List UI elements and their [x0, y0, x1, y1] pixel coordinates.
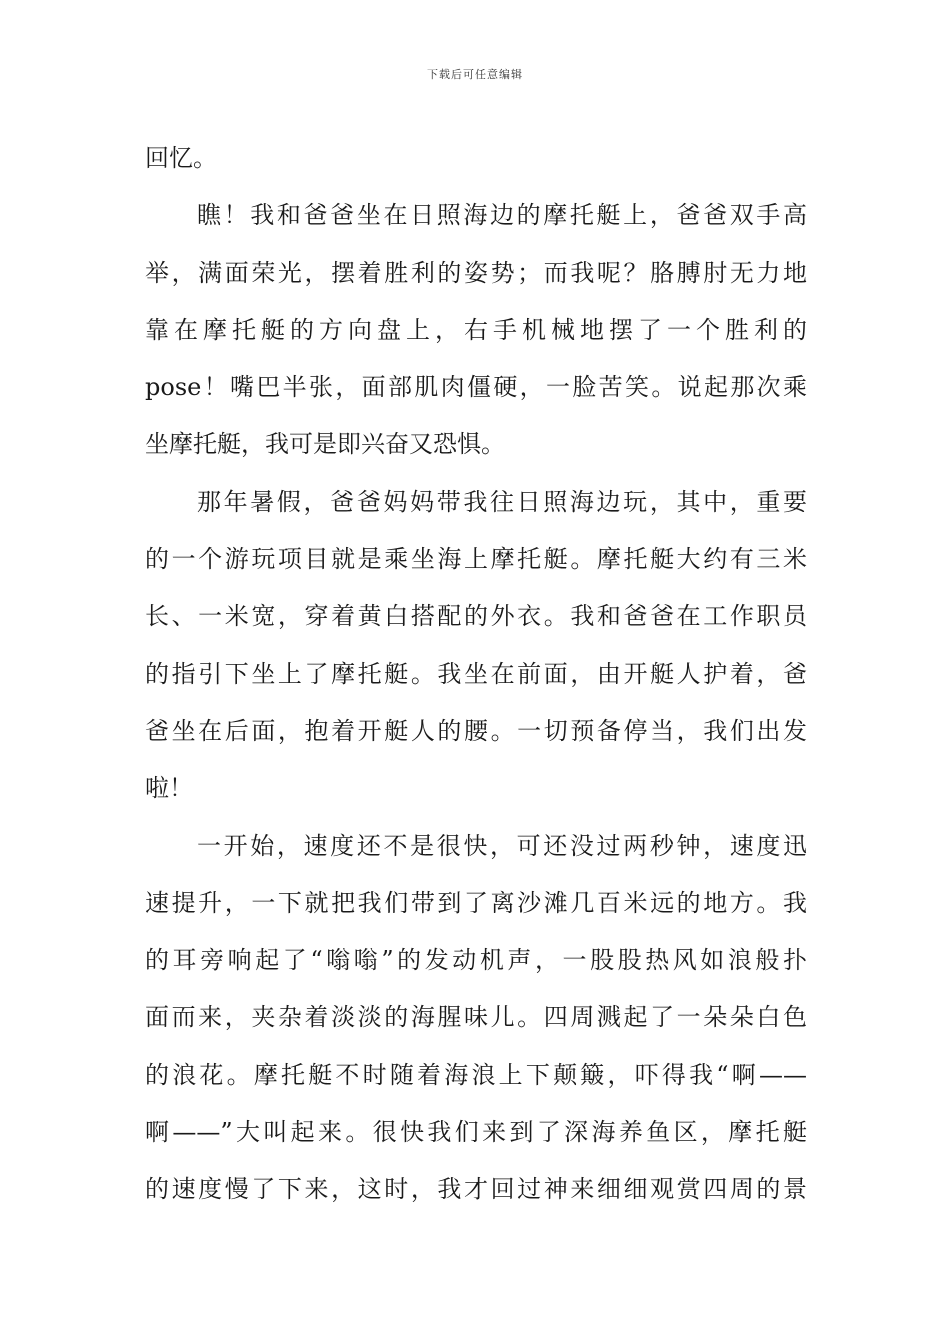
text-line: 举，满面荣光，摆着胜利的姿势；而我呢？胳膊肘无力地 [145, 258, 807, 287]
text-line: 爸坐在后面，抱着开艇人的腰。一切预备停当，我们出发 [145, 716, 807, 745]
text-line: 的耳旁响起了“嗡嗡”的发动机声，一股股热风如浪般扑 [145, 946, 807, 975]
text-line: 的一个游玩项目就是乘坐海上摩托艇。摩托艇大约有三米 [145, 545, 807, 574]
text-line: 瞧！我和爸爸坐在日照海边的摩托艇上，爸爸双手高 [197, 201, 807, 230]
text-line: 啊——”大叫起来。很快我们来到了深海养鱼区，摩托艇 [145, 1118, 807, 1147]
text-line: 长、一米宽，穿着黄白搭配的外衣。我和爸爸在工作职员 [145, 602, 807, 631]
text-line: 速提升，一下就把我们带到了离沙滩几百米远的地方。我 [145, 888, 807, 917]
text-line: 的浪花。摩托艇不时随着海浪上下颠簸，吓得我“啊—— [145, 1060, 807, 1089]
text-line: 靠在摩托艇的方向盘上，右手机械地摆了一个胜利的 [145, 315, 807, 344]
text-line: 那年暑假，爸爸妈妈带我往日照海边玩，其中，重要 [197, 487, 807, 516]
text-line: pose！嘴巴半张，面部肌肉僵硬，一脸苦笑。说起那次乘 [145, 373, 807, 402]
text-line: 坐摩托艇，我可是即兴奋又恐惧。 [145, 430, 505, 459]
text-line: 面而来，夹杂着淡淡的海腥味儿。四周溅起了一朵朵白色 [145, 1003, 807, 1032]
text-line: 的速度慢了下来，这时，我才回过神来细细观赏四周的景 [145, 1175, 807, 1204]
text-line: 的指引下坐上了摩托艇。我坐在前面，由开艇人护着，爸 [145, 659, 807, 688]
header-note: 下载后可任意编辑 [427, 68, 523, 81]
text-line: 一开始，速度还不是很快，可还没过两秒钟，速度迅 [197, 831, 807, 860]
text-line: 回忆。 [145, 144, 217, 172]
body-text [145, 130, 807, 1219]
text-line: 啦！ [145, 774, 193, 803]
